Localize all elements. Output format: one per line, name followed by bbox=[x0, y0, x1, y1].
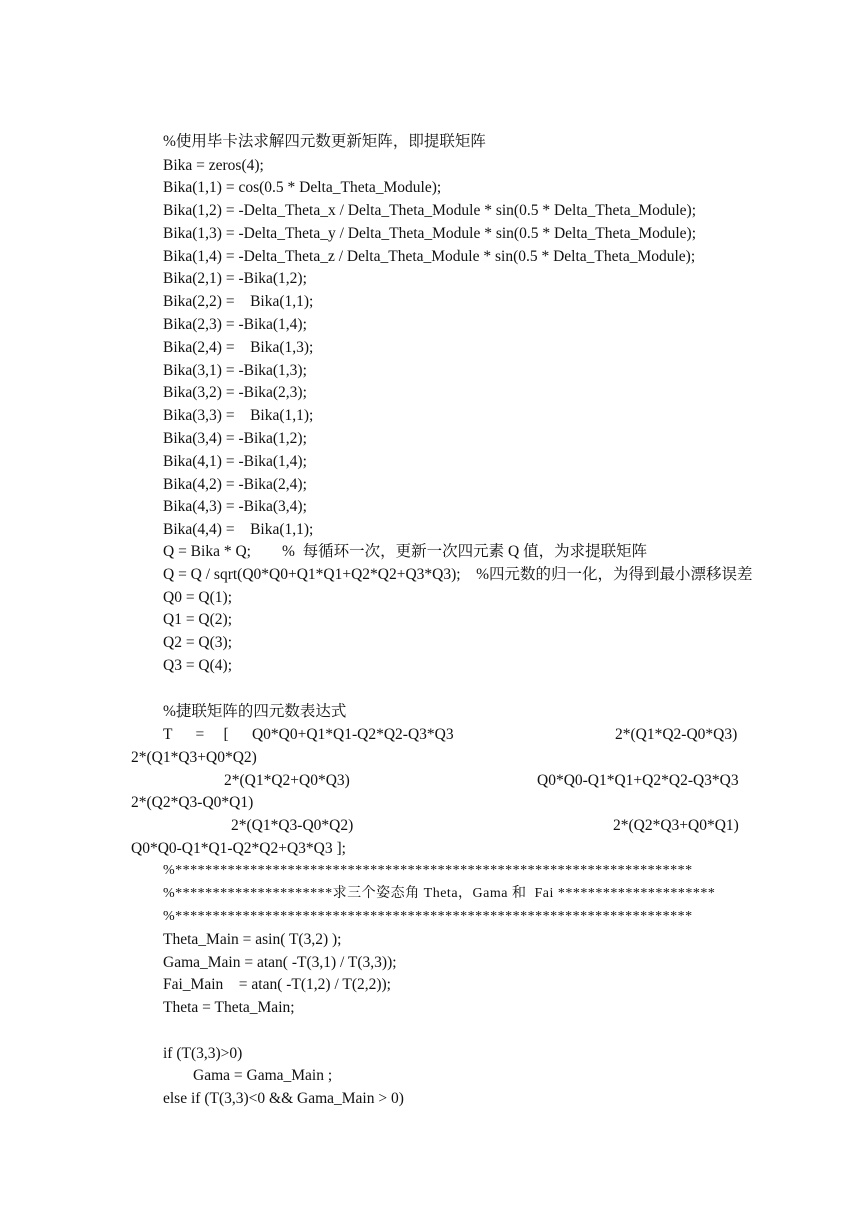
matrix-r3c1: 2*(Q1*Q3-Q0*Q2) bbox=[231, 817, 354, 834]
matrix-r2c2: Q0*Q0-Q1*Q1+Q2*Q2-Q3*Q3 bbox=[537, 772, 739, 789]
code-line: Bika(1,3) = -Delta_Theta_y / Delta_Theta_Module * sin(0.5 * Delta_Theta_Module); bbox=[163, 225, 697, 242]
matrix-r3c3: Q0*Q0-Q1*Q1-Q2*Q2+Q3*Q3 ]; bbox=[131, 840, 346, 857]
matrix-r2c3: 2*(Q2*Q3-Q0*Q1) bbox=[131, 794, 254, 811]
code-line: Bika(4,3) = -Bika(3,4); bbox=[163, 498, 307, 515]
matrix-r2c1: 2*(Q1*Q2+Q0*Q3) bbox=[224, 772, 350, 789]
code-line: Bika(1,4) = -Delta_Theta_z / Delta_Theta_Module * sin(0.5 * Delta_Theta_Module); bbox=[163, 248, 696, 265]
code-line: Theta_Main = asin( T(3,2) ); bbox=[163, 931, 342, 948]
comment-matrix-expression: %捷联矩阵的四元数表达式 bbox=[163, 703, 347, 720]
code-line: Bika(2,2) = Bika(1,1); bbox=[163, 293, 314, 310]
code-elseif: else if (T(3,3)<0 && Gama_Main > 0) bbox=[163, 1090, 404, 1107]
code-line: Theta = Theta_Main; bbox=[163, 999, 295, 1016]
matrix-r3c2: 2*(Q2*Q3+Q0*Q1) bbox=[613, 817, 739, 834]
code-line: Q2 = Q(3); bbox=[163, 634, 233, 651]
code-assign: Gama = Gama_Main ; bbox=[193, 1067, 333, 1084]
code-line: Bika(3,3) = Bika(1,1); bbox=[163, 407, 314, 424]
code-line: Bika(2,3) = -Bika(1,4); bbox=[163, 316, 307, 333]
code-line: Gama_Main = atan( -T(3,1) / T(3,3)); bbox=[163, 954, 397, 971]
code-line: Q1 = Q(2); bbox=[163, 611, 233, 628]
code-line: Bika(3,1) = -Bika(1,3); bbox=[163, 362, 307, 379]
code-line: Bika(3,4) = -Bika(1,2); bbox=[163, 430, 307, 447]
code-line: Bika(1,2) = -Delta_Theta_x / Delta_Theta_Module * sin(0.5 * Delta_Theta_Module); bbox=[163, 202, 697, 219]
code-line: Q3 = Q(4); bbox=[163, 657, 233, 674]
code-line: Bika(1,1) = cos(0.5 * Delta_Theta_Module); bbox=[163, 179, 442, 196]
comment-bika-method: %使用毕卡法求解四元数更新矩阵，即提联矩阵 bbox=[163, 133, 486, 150]
code-line: Q = Bika * Q; % 每循环一次，更新一次四元素 Q 值，为求提联矩阵 bbox=[163, 543, 648, 560]
code-line: Bika(4,1) = -Bika(1,4); bbox=[163, 453, 307, 470]
code-line: Q = Q / sqrt(Q0*Q0+Q1*Q1+Q2*Q2+Q3*Q3); %四元数的归一化，为得到最小漂移误差 bbox=[163, 566, 753, 583]
code-line: Bika(2,1) = -Bika(1,2); bbox=[163, 270, 307, 287]
code-if: if (T(3,3)>0) bbox=[163, 1045, 243, 1062]
matrix-r1c3: 2*(Q1*Q3+Q0*Q2) bbox=[131, 749, 257, 766]
matrix-r1c2: 2*(Q1*Q2-Q0*Q3) bbox=[615, 726, 738, 743]
code-line: Bika(3,2) = -Bika(2,3); bbox=[163, 384, 307, 401]
code-line: Q0 = Q(1); bbox=[163, 589, 233, 606]
code-line: Bika(2,4) = Bika(1,3); bbox=[163, 339, 314, 356]
matrix-row1-start: T = [ Q0*Q0+Q1*Q1-Q2*Q2-Q3*Q3 bbox=[163, 726, 454, 743]
code-line: Bika(4,4) = Bika(1,1); bbox=[163, 521, 314, 538]
comment-attitude-title: %*********************求三个姿态角 Theta，Gama 和 Fai ********************* bbox=[163, 886, 716, 901]
comment-stars-top: %********************************************************************* bbox=[163, 863, 693, 878]
code-line: Bika(4,2) = -Bika(2,4); bbox=[163, 476, 307, 493]
comment-stars-bottom: %********************************************************************* bbox=[163, 909, 693, 924]
code-line: Fai_Main = atan( -T(1,2) / T(2,2)); bbox=[163, 976, 391, 993]
code-line: Bika = zeros(4); bbox=[163, 157, 264, 174]
